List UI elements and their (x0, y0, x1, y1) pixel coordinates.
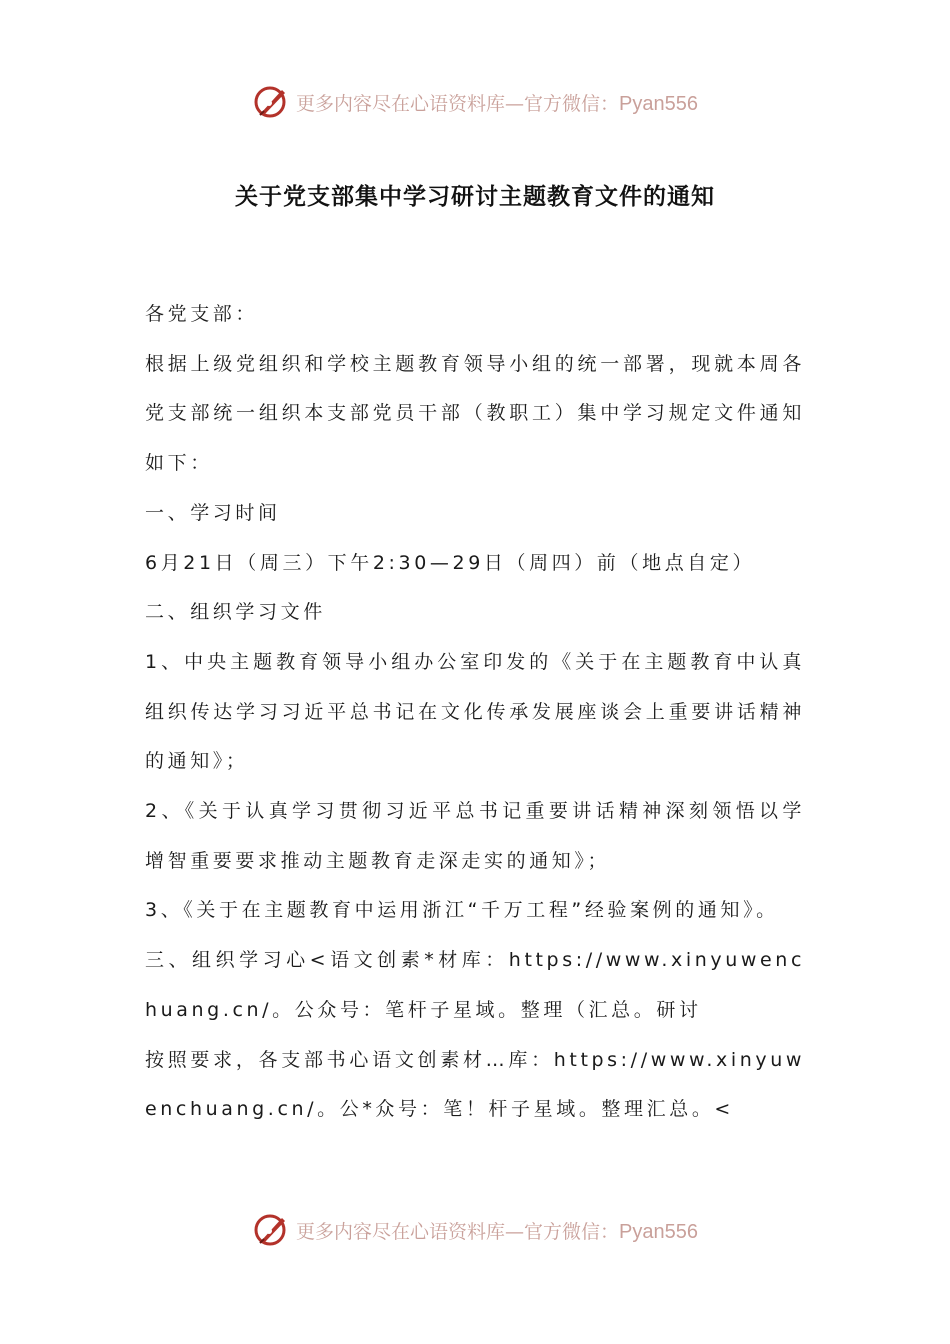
list-item-2: 2、《关于认真学习贯彻习近平总书记重要讲话精神深刻领悟以学增智重要要求推动主题教育走深走实的通知》； (145, 800, 805, 872)
salutation: 各党支部： (145, 303, 259, 325)
banner-text: 更多内容尽在心语资料库—官方微信：Pyan556 (296, 92, 698, 115)
quill-logo-icon (252, 1210, 292, 1250)
document-body (145, 290, 805, 1135)
document-title: 关于党支部集中学习研讨主题教育文件的通知 (235, 183, 715, 210)
banner-account: Pyan556 (619, 92, 698, 115)
section2-heading: 二、组织学习文件 (145, 601, 326, 624)
section1-heading: 一、学习时间 (145, 501, 281, 524)
section1-time: 6月21日（周三）下午2:30—29日（周四）前（地点自定） (145, 551, 756, 574)
header-banner (0, 80, 950, 124)
footer-banner (0, 1208, 950, 1252)
section3-continuation: 按照要求，各支部书心语文创素材…库：https://www.xinyuwenchuang.cn/。公*众号：笔！杆子星域。整理汇总。< (145, 1048, 805, 1121)
quill-logo-icon (252, 82, 292, 122)
banner-account: Pyan556 (619, 1220, 698, 1243)
banner-text: 更多内容尽在心语资料库—官方微信：Pyan556 (296, 1220, 698, 1243)
list-item-1: 1、中央主题教育领导小组办公室印发的《关于在主题教育中认真组织传达学习习近平总书记在文化传承发展座谈会上重要讲话精神的通知》； (145, 650, 805, 773)
list-item-3: 3、《关于在主题教育中运用浙江“千万工程”经验案例的通知》。 (145, 899, 779, 922)
section3-text: 三、组织学习心<语文创素*材库：https://www.xinyuwenchuang.cn/。公众号：笔杆子星域。整理（汇总。研讨 (145, 949, 805, 1021)
intro-paragraph: 根据上级党组织和学校主题教育领导小组的统一部署，现就本周各党支部统一组织本支部党员干部（教职工）集中学习规定文件通知如下： (145, 352, 805, 475)
